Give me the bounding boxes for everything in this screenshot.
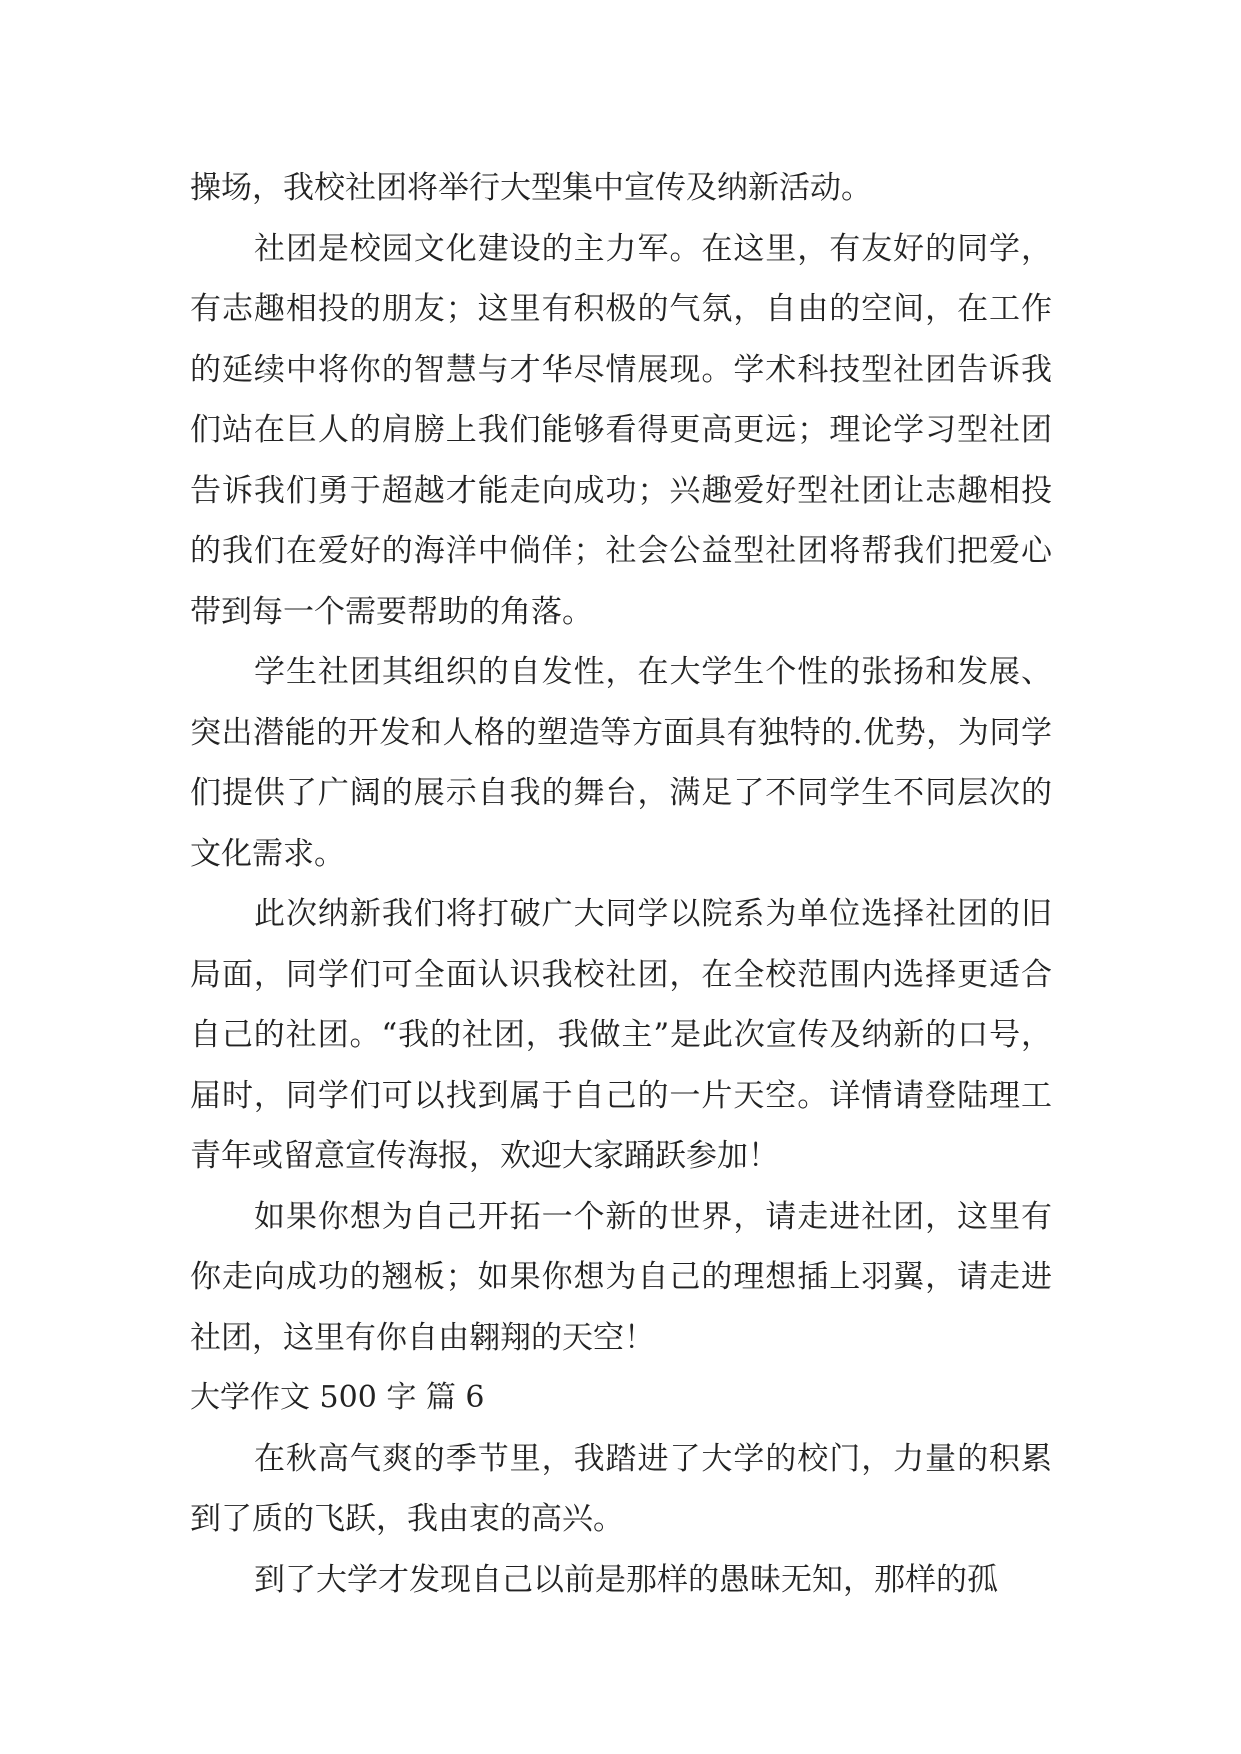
section-heading: 大学作文 500 字 篇 6 (190, 1380, 485, 1415)
paragraph: 操场，我校社团将举行大型集中宣传及纳新活动。 (190, 170, 872, 206)
paragraph: 学生社团其组织的自发性，在大学生个性的张扬和发展、突出潜能的开发和人格的塑造等方面具有独特的.优势，为同学们提供了广阔的展示自我的舞台，满足了不同学生不同层次的文化需求。 (190, 654, 1052, 872)
paragraph: 到了大学才发现自己以前是那样的愚昧无知，那样的孤 (254, 1561, 998, 1598)
paragraph: 社团是校园文化建设的主力军。在这里，有友好的同学，有志趣相投的朋友；这里有积极的气氛，自由的空间，在工作的延续中将你的智慧与才华尽情展现。学术科技型社团告诉我们站在巨人的肩膀上我们能够看得更高更远；理论学习型社团告诉我们勇于超越才能走向成功；兴趣爱好型社团让志趣相投的我们在爱好的海洋中倘佯；社会公益型社团将帮我们把爱心带到每一个需要帮助的角落。 (190, 230, 1052, 630)
paragraph: 如果你想为自己开拓一个新的世界，请走进社团，这里有你走向成功的翘板；如果你想为自己的理想插上羽翼，请走进社团，这里有你自由翱翔的天空！ (190, 1198, 1052, 1356)
document-body (190, 158, 1052, 1610)
paragraph: 此次纳新我们将打破广大同学以院系为单位选择社团的旧局面，同学们可全面认识我校社团，在全校范围内选择更适合自己的社团。“我的社团，我做主”是此次宣传及纳新的口号，届时，同学们可以找到属于自己的一片天空。详情请登陆理工青年或留意宣传海报，欢迎大家踊跃参加！ (190, 896, 1052, 1174)
paragraph: 在秋高气爽的季节里，我踏进了大学的校门，力量的积累到了质的飞跃，我由衷的高兴。 (190, 1440, 1052, 1537)
